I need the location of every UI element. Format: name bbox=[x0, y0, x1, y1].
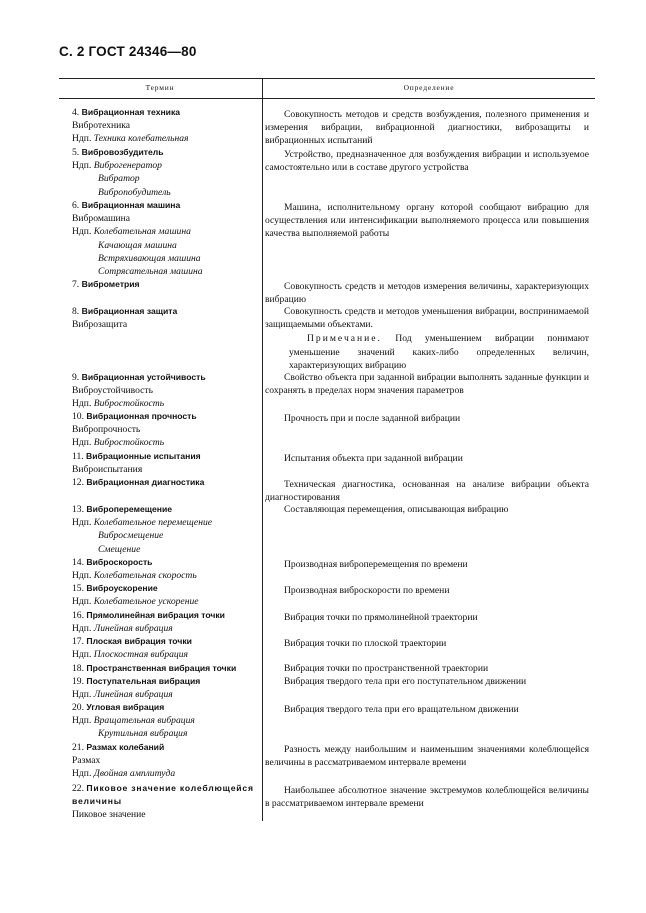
ndp-term: Плоскостная вибрация bbox=[93, 649, 188, 661]
term-definition: Вибрация точки по пространственной траектории bbox=[284, 663, 489, 674]
column-header-definition: Определение bbox=[403, 83, 455, 92]
ndp-term: Колебательное перемещение bbox=[93, 517, 213, 529]
ndp-label: Ндп. bbox=[72, 398, 92, 410]
term-title: Виброскорость bbox=[86, 557, 153, 567]
ndp-label: Ндп. bbox=[72, 437, 92, 449]
term-definition: Составляющая перемещения, описывающая вибрацию bbox=[284, 504, 509, 515]
ndp-term: Вибратор bbox=[98, 173, 140, 185]
ndp-label: Ндп. bbox=[72, 160, 92, 172]
entry-number: 13. bbox=[72, 504, 84, 515]
term-synonym: Виброзащита bbox=[72, 319, 128, 331]
entry-number: 15. bbox=[72, 583, 84, 594]
term-synonym: Вибропрочность bbox=[72, 424, 141, 436]
term-definition: Разность между наибольшим и наименьшим значениями колеблющейся величины в рассматриваемом интервале времени bbox=[265, 744, 589, 769]
term-definition: Вибрация точки по прямолинейной траектории bbox=[284, 612, 478, 623]
entry-number: 16. bbox=[72, 610, 84, 621]
ndp-term: Линейная вибрация bbox=[93, 689, 173, 701]
term-title: Угловая вибрация bbox=[86, 702, 165, 712]
entry-number: 14. bbox=[72, 557, 84, 568]
term-definition: Устройство, предназначенное для возбуждения вибрации и используемое самостоятельно или в составе другого устройства bbox=[265, 149, 589, 174]
term-definition: Вибрация твердого тела при его поступательном движении bbox=[284, 676, 527, 687]
entry-number: 12. bbox=[72, 477, 84, 488]
term-title: Виброускорение bbox=[86, 583, 158, 593]
ndp-label: Ндп. bbox=[72, 768, 92, 780]
note-text: Под уменьшением вибрации понимают уменьшение значений каких-либо определенных величин, характеризующих вибрацию bbox=[289, 333, 589, 371]
column-divider bbox=[262, 78, 263, 821]
entry-number: 7. bbox=[72, 279, 80, 290]
ndp-term: Колебательная машина bbox=[93, 226, 191, 238]
term-title: Вибрационная прочность bbox=[86, 411, 197, 421]
entry-number: 17. bbox=[72, 636, 84, 647]
term-definition: Техническая диагностика, основанная на анализе вибрации объекта диагностирования bbox=[265, 479, 589, 504]
ndp-term: Вибростойкость bbox=[93, 437, 165, 449]
term-title: Виброперемещение bbox=[86, 504, 173, 514]
entry-number: 22. bbox=[72, 783, 84, 794]
column-header-term: Термин bbox=[145, 83, 175, 92]
note-label: Примечание. bbox=[307, 333, 382, 345]
term-definition: Совокупность средств и методов уменьшения вибрации, воспринимаемой защищаемыми объектами. bbox=[265, 306, 589, 331]
ndp-term: Виброгенератор bbox=[93, 160, 162, 172]
term-definition: Наибольшее абсолютное значение экстремумов колеблющейся величины в рассматриваемом интервале времени bbox=[265, 785, 589, 810]
term-definition: Вибрация точки по плоской траектории bbox=[284, 638, 447, 649]
term-title: Пространственная вибрация точки bbox=[86, 663, 237, 673]
term-title: Вибрационная машина bbox=[81, 200, 181, 210]
ndp-label: Ндп. bbox=[72, 133, 92, 145]
term-title: Прямолинейная вибрация точки bbox=[86, 610, 225, 620]
term-title: Поступательная вибрация bbox=[86, 676, 201, 686]
ndp-term: Вибростойкость bbox=[93, 398, 165, 410]
ndp-label: Ндп. bbox=[72, 715, 92, 727]
terms-table bbox=[59, 78, 595, 99]
entry-number: 9. bbox=[72, 372, 80, 383]
ndp-term: Вибропобудитель bbox=[98, 186, 171, 198]
term-title: Вибрационная защита bbox=[81, 306, 178, 316]
ndp-term: Крутильная вибрация bbox=[98, 728, 188, 740]
term-title: Вибрационная техника bbox=[81, 107, 181, 117]
term-definition: Прочность при и после заданной вибрации bbox=[284, 413, 461, 424]
entry-number: 11. bbox=[72, 451, 84, 462]
term-definition: Производная виброперемещения по времени bbox=[284, 559, 468, 570]
entry-number: 21. bbox=[72, 742, 84, 753]
term-title: Вибрационные испытания bbox=[86, 451, 201, 461]
term-title: Пиковое значение колеблющейся величины bbox=[72, 783, 254, 807]
ndp-label: Ндп. bbox=[72, 596, 92, 608]
term-title: Вибрационная устойчивость bbox=[81, 372, 206, 382]
ndp-label: Ндп. bbox=[72, 570, 92, 582]
term-definition: Совокупность методов и средств возбуждения, полезного применения и измерения вибрации, вибрационной диагностики, виброзащиты и вибрационных испытаний bbox=[265, 109, 589, 147]
ndp-term: Вращательная вибрация bbox=[93, 715, 195, 727]
entry-number: 18. bbox=[72, 663, 84, 674]
ndp-term: Вибросмещение bbox=[98, 530, 164, 542]
term-definition: Вибрация твердого тела при его вращательном движении bbox=[284, 704, 519, 715]
ndp-term: Смещение bbox=[98, 543, 141, 555]
entry-number: 4. bbox=[72, 107, 80, 118]
definition-note bbox=[265, 332, 589, 372]
entry-number: 6. bbox=[72, 200, 80, 211]
term-synonym: Размах bbox=[72, 755, 101, 767]
term-definition: Производная виброскорости по времени bbox=[284, 585, 450, 596]
term-definition: Совокупность средств и методов измерения величины, характеризующих вибрацию bbox=[265, 281, 589, 306]
ndp-term: Качающая машина bbox=[98, 239, 177, 251]
term-synonym: Пиковое значение bbox=[72, 809, 146, 821]
ndp-label: Ндп. bbox=[72, 623, 92, 635]
ndp-term: Линейная вибрация bbox=[93, 623, 173, 635]
term-definition: Испытания объекта при заданной вибрации bbox=[284, 453, 463, 464]
table-header bbox=[59, 78, 595, 99]
entry-number: 5. bbox=[72, 147, 80, 158]
ndp-term: Двойная амплитуда bbox=[93, 768, 176, 780]
term-synonym: Вибромашина bbox=[72, 213, 131, 225]
ndp-term: Колебательная скорость bbox=[93, 570, 197, 582]
ndp-label: Ндп. bbox=[72, 226, 92, 238]
term-synonym: Виброустойчивость bbox=[72, 385, 153, 397]
ndp-label: Ндп. bbox=[72, 517, 92, 529]
entry-number: 20. bbox=[72, 702, 84, 713]
term-title: Плоская вибрация точки bbox=[86, 636, 192, 646]
entry-number: 10. bbox=[72, 411, 84, 422]
term-definition: Свойство объекта при заданной вибрации выполнять заданные функции и сохранять в пределах норм значения параметров bbox=[265, 372, 589, 397]
term-definition: Машина, исполнительному органу которой сообщают вибрацию для осуществления или интенсификации выполняемого процесса или повышения качества выполняемой работы bbox=[265, 202, 589, 240]
term-title: Вибрационная диагностика bbox=[86, 477, 205, 487]
entry-number: 19. bbox=[72, 676, 84, 687]
page-header: С. 2 ГОСТ 24346—80 bbox=[59, 44, 197, 59]
term-synonym: Виброиспытания bbox=[72, 464, 143, 476]
term-synonym: Вибротехника bbox=[72, 120, 131, 132]
ndp-term: Колебательное ускорение bbox=[93, 596, 199, 608]
ndp-term: Сотрясательная машина bbox=[98, 266, 203, 278]
entry-number: 8. bbox=[72, 306, 80, 317]
ndp-term: Техника колебательная bbox=[93, 133, 189, 145]
ndp-label: Ндп. bbox=[72, 689, 92, 701]
term-title: Размах колебаний bbox=[86, 742, 165, 752]
ndp-label: Ндп. bbox=[72, 649, 92, 661]
term-title: Вибровозбудитель bbox=[81, 147, 164, 157]
ndp-term: Встряхивающая машина bbox=[98, 252, 201, 264]
term-title: Виброметрия bbox=[81, 279, 140, 289]
